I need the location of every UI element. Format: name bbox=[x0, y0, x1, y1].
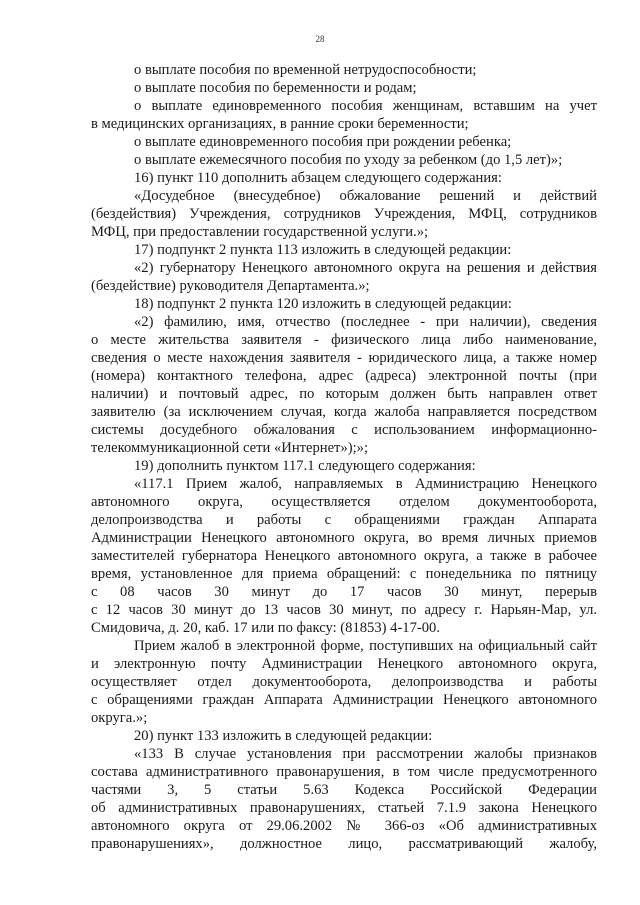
text-line: с 12 часов 30 минут до 13 часов 30 минут, по адресу г. Нарьян-Мар, ул. bbox=[91, 602, 597, 618]
text-line: «Досудебное (внесудебное) обжалование решений и действий bbox=[134, 188, 597, 204]
text-line: осуществляет отдел документооборота, делопроизводства и работы bbox=[91, 674, 597, 690]
text-line: заместителей губернатора Ненецкого автономного округа, а также в рабочее bbox=[91, 548, 597, 564]
text-line: системы досудебного обжалования с использованием информационно- bbox=[91, 422, 597, 438]
text-line: с 08 часов 30 минут до 17 часов 30 минут, перерыв bbox=[91, 584, 597, 600]
text-line: 19) дополнить пунктом 117.1 следующего содержания: bbox=[134, 458, 476, 474]
text-line: о месте жительства заявителя - физического лица либо наименование, bbox=[91, 332, 597, 348]
text-line: состава административного правонарушения, в том числе предусмотренного bbox=[91, 764, 597, 780]
text-line: «2) фамилию, имя, отчество (последнее - при наличии), сведения bbox=[134, 314, 597, 330]
text-line: делопроизводства и работы с обращениями граждан Аппарата bbox=[91, 512, 597, 528]
text-line: телекоммуникационной сети «Интернет»);»; bbox=[91, 440, 369, 456]
text-line: время, установленное для приема обращений: с понедельника по пятницу bbox=[91, 566, 597, 582]
text-line: «2) губернатору Ненецкого автономного округа на решения и действия bbox=[134, 260, 597, 276]
text-line: о выплате единовременного пособия при рождении ребенка; bbox=[134, 134, 512, 150]
text-line: и электронную почту Администрации Ненецкого автономного округа, bbox=[91, 656, 597, 672]
text-line: Администрации Ненецкого автономного округа, во время личных приемов bbox=[91, 530, 597, 546]
text-line: 16) пункт 110 дополнить абзацем следующего содержания: bbox=[134, 170, 502, 186]
text-line: МФЦ, при предоставлении государственной услуги.»; bbox=[91, 224, 429, 240]
text-line: в медицинских организациях, в ранние сроки беременности; bbox=[91, 116, 469, 132]
text-line: автономного округа от 29.06.2002 № 366-оз «Об административных bbox=[91, 818, 597, 834]
text-line: с обращениями граждан Аппарата Администрации Ненецкого автономного bbox=[91, 692, 597, 708]
text-line: Смидовича, д. 20, каб. 17 или по факсу: (81853) 4-17-00. bbox=[91, 620, 441, 636]
text-line: заявителю (за исключением случая, когда жалоба направляется посредством bbox=[91, 404, 597, 420]
page-number: 28 bbox=[315, 34, 325, 44]
text-line: (бездействие) руководителя Департамента.»; bbox=[91, 278, 370, 294]
text-line: 18) подпункт 2 пункта 120 изложить в следующей редакции: bbox=[134, 296, 512, 312]
text-line: «117.1 Прием жалоб, направляемых в Администрацию Ненецкого bbox=[134, 476, 597, 492]
text-line: 20) пункт 133 изложить в следующей редакции: bbox=[134, 728, 433, 744]
text-line: 17) подпункт 2 пункта 113 изложить в следующей редакции: bbox=[134, 242, 512, 258]
text-line: правонарушениях», должностное лицо, рассматривающий жалобу, bbox=[91, 836, 597, 852]
text-line: Прием жалоб в электронной форме, поступивших на официальный сайт bbox=[134, 638, 597, 654]
text-line: о выплате ежемесячного пособия по уходу за ребенком (до 1,5 лет)»; bbox=[134, 152, 563, 168]
text-line: о выплате пособия по временной нетрудоспособности; bbox=[134, 62, 477, 78]
text-line: наличии) и почтовый адрес, по которым должен быть направлен ответ bbox=[91, 386, 597, 402]
text-line: об административных правонарушениях, статьей 7.1.9 закона Ненецкого bbox=[91, 800, 597, 816]
text-line: «133 В случае установления при рассмотрении жалобы признаков bbox=[134, 746, 597, 762]
document-body bbox=[91, 61, 597, 853]
text-line: округа.»; bbox=[91, 710, 148, 726]
text-line: (номера) контактного телефона, адрес (адреса) электронной почты (при bbox=[91, 368, 597, 384]
text-line: (бездействия) Учреждения, сотрудников Учреждения, МФЦ, сотрудников bbox=[91, 206, 597, 222]
text-line: частями 3, 5 статьи 5.63 Кодекса Российской Федерации bbox=[91, 782, 597, 798]
text-line: сведения о месте нахождения заявителя - юридического лица, а также номер bbox=[91, 350, 597, 366]
text-line: о выплате пособия по беременности и родам; bbox=[134, 80, 417, 96]
text-line: о выплате единовременного пособия женщинам, вставшим на учет bbox=[134, 98, 597, 114]
text-line: автономного округа, осуществляется отделом документооборота, bbox=[91, 494, 597, 510]
